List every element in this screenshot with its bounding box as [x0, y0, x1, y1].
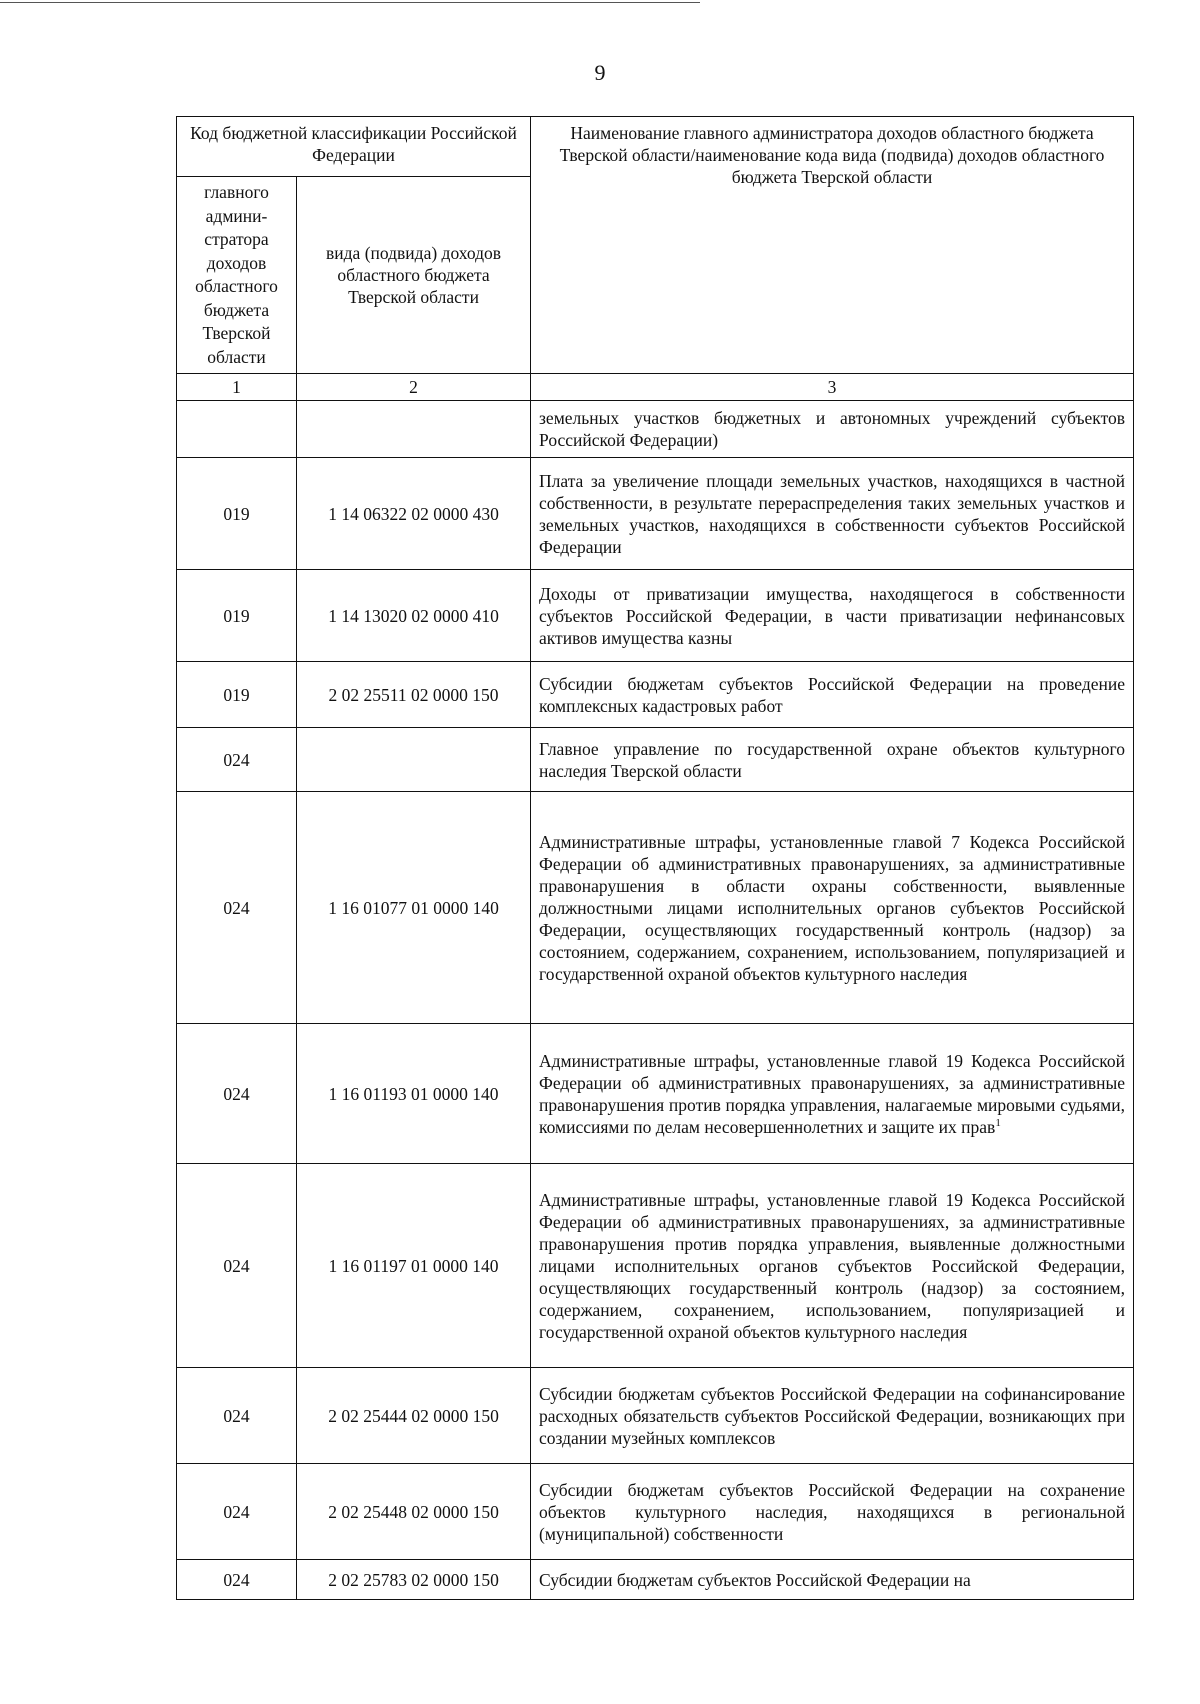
admin-code-cell: 024 [177, 1164, 297, 1368]
income-code-cell: 2 02 25444 02 0000 150 [297, 1368, 531, 1464]
column-number-2: 2 [297, 374, 531, 401]
table-row [177, 1164, 1134, 1368]
income-name-text: Субсидии бюджетам субъектов Российской Федерации на проведение комплексных кадастровых работ [539, 673, 1125, 716]
income-code-cell: 2 02 25448 02 0000 150 [297, 1464, 531, 1560]
table-row [177, 570, 1134, 662]
income-name-text: Административные штрафы, установленные главой 19 Кодекса Российской Федерации об административных правонарушениях, за административные правонарушения против порядка управления, налагаемые мировыми судьями, комиссиями по делам несовершеннолетних и защите их прав [539, 1050, 1125, 1137]
income-name-cell [531, 401, 1134, 458]
admin-code-cell: 019 [177, 458, 297, 570]
income-code-cell [297, 728, 531, 792]
admin-code-cell: 024 [177, 792, 297, 1024]
page-number: 9 [594, 60, 606, 85]
income-code-cell [297, 401, 531, 458]
column-number-1: 1 [177, 374, 297, 401]
income-name-cell [531, 1560, 1134, 1600]
income-name-cell [531, 458, 1134, 570]
header-col2: вида (подвида) доходов областного бюджета Тверской области [297, 177, 531, 374]
header-col1: главного админи-стратора доходов областного бюджета Тверской области [177, 177, 297, 374]
table-row [177, 1464, 1134, 1560]
top-rule [0, 2, 700, 3]
income-name-cell [531, 1368, 1134, 1464]
admin-code-cell: 024 [177, 1368, 297, 1464]
income-name-cell [531, 1024, 1134, 1164]
admin-code-cell: 019 [177, 662, 297, 728]
income-name-cell [531, 1164, 1134, 1368]
table-body [177, 401, 1134, 1600]
income-code-cell: 1 14 06322 02 0000 430 [297, 458, 531, 570]
table-row [177, 728, 1134, 792]
income-name-text: Главное управление по государственной охране объектов культурного наследия Тверской области [539, 738, 1125, 781]
table-row [177, 1024, 1134, 1164]
footnote-marker: 1 [995, 1116, 1001, 1129]
income-name-text: Административные штрафы, установленные главой 7 Кодекса Российской Федерации об административных правонарушениях, за административные правонарушения в области охраны собственности, выявленные должностными лицами исполнительных органов субъектов Российской Федерации, осуществляющих государственный контроль (надзор) за состоянием, содержанием, сохранением, использованием, популяризацией и государственной охраной объектов культурного наследия [539, 831, 1125, 984]
column-number-3: 3 [531, 374, 1134, 401]
income-name-cell [531, 728, 1134, 792]
income-name-text: Плата за увеличение площади земельных участков, находящихся в частной собственности, в результате перераспределения таких земельных участков и земельных участков, находящихся в собственности субъектов Российской Федерации [539, 470, 1125, 557]
admin-code-cell: 024 [177, 1024, 297, 1164]
table-row [177, 1560, 1134, 1600]
table-row [177, 458, 1134, 570]
header-group-title: Код бюджетной классификации Российской Федерации [177, 117, 531, 177]
table-row [177, 662, 1134, 728]
income-name-text: Субсидии бюджетам субъектов Российской Федерации на софинансирование расходных обязательств субъектов Российской Федерации, возникающих при создании музейных комплексов [539, 1383, 1125, 1448]
admin-code-cell [177, 401, 297, 458]
admin-code-cell: 024 [177, 1464, 297, 1560]
income-code-cell: 1 16 01193 01 0000 140 [297, 1024, 531, 1164]
income-name-cell [531, 1464, 1134, 1560]
income-code-cell: 1 16 01197 01 0000 140 [297, 1164, 531, 1368]
income-name-cell [531, 570, 1134, 662]
table-row [177, 1368, 1134, 1464]
admin-code-cell: 024 [177, 728, 297, 792]
income-name-text: земельных участков бюджетных и автономных учреждений субъектов Российской Федерации) [539, 408, 1125, 450]
income-code-cell: 2 02 25511 02 0000 150 [297, 662, 531, 728]
income-name-text: Субсидии бюджетам субъектов Российской Федерации на сохранение объектов культурного наследия, находящихся в региональной (муниципальной) собственности [539, 1479, 1125, 1544]
income-name-cell [531, 662, 1134, 728]
income-code-cell: 2 02 25783 02 0000 150 [297, 1560, 531, 1600]
admin-code-cell: 019 [177, 570, 297, 662]
income-name-cell [531, 792, 1134, 1024]
income-code-cell: 1 14 13020 02 0000 410 [297, 570, 531, 662]
income-code-cell: 1 16 01077 01 0000 140 [297, 792, 531, 1024]
income-name-text: Субсидии бюджетам субъектов Российской Федерации на [539, 1569, 971, 1590]
income-name-text: Доходы от приватизации имущества, находящегося в собственности субъектов Российской Федерации, в части приватизации нефинансовых активов имущества казны [539, 583, 1125, 648]
header-col3: Наименование главного администратора доходов областного бюджета Тверской области/наименование кода вида (подвида) доходов областного бюджета Тверской области [531, 117, 1134, 374]
table-row [177, 401, 1134, 458]
admin-code-cell: 024 [177, 1560, 297, 1600]
income-name-text: Административные штрафы, установленные главой 19 Кодекса Российской Федерации об административных правонарушениях, за административные правонарушения против порядка управления, выявленные должностными лицами исполнительных органов субъектов Российской Федерации, осуществляющих государственный контроль (надзор) за состоянием, содержанием, сохранением, использованием, популяризацией и государственной охраной объектов культурного наследия [539, 1189, 1125, 1342]
table-row [177, 792, 1134, 1024]
budget-classification-table [176, 116, 1134, 1600]
